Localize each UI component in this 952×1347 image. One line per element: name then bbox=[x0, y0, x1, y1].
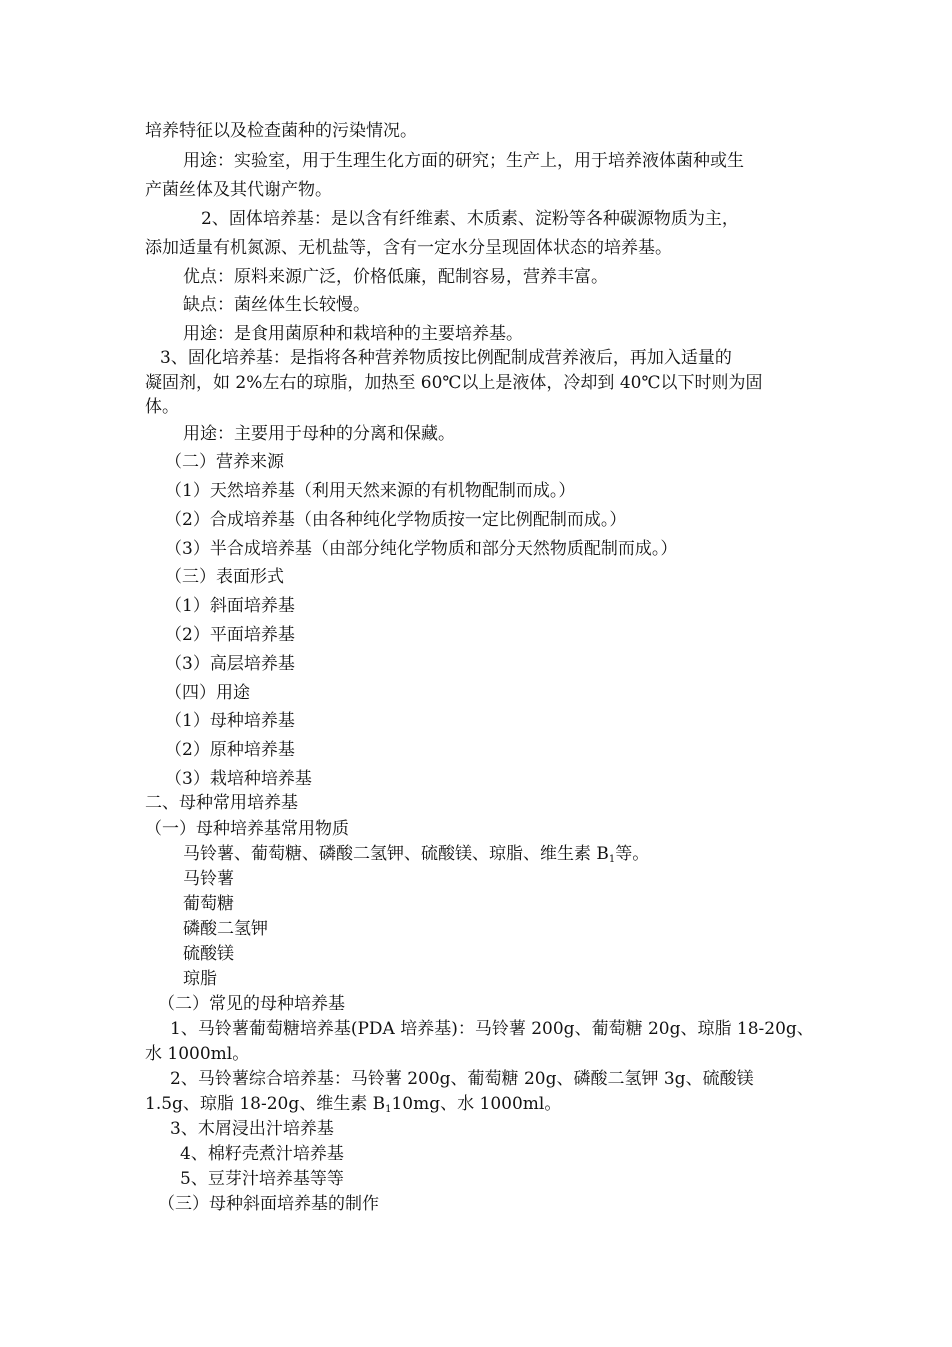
text-line: （3）半合成培养基（由部分纯化学物质和部分天然物质配制而成。） bbox=[165, 539, 678, 559]
section-heading: （三）母种斜面培养基的制作 bbox=[158, 1194, 379, 1214]
text-line: 琼脂 bbox=[183, 969, 217, 989]
text-line: （1）母种培养基 bbox=[165, 711, 295, 731]
section-heading: 二、母种常用培养基 bbox=[145, 793, 298, 813]
text-line: 缺点：菌丝体生长较慢。 bbox=[183, 295, 370, 315]
text-line: 水 1000ml。 bbox=[145, 1044, 250, 1064]
section-heading: （四）用途 bbox=[165, 683, 250, 703]
text-line: （1）斜面培养基 bbox=[165, 596, 295, 616]
text-line: （2）合成培养基（由各种纯化学物质按一定比例配制而成。） bbox=[165, 510, 627, 530]
text-line: 用途：实验室，用于生理生化方面的研究；生产上，用于培养液体菌种或生 bbox=[183, 151, 744, 171]
text-line: 优点：原料来源广泛，价格低廉，配制容易，营养丰富。 bbox=[183, 267, 608, 287]
subscript: 1 bbox=[608, 854, 616, 865]
text-line: 用途：主要用于母种的分离和保藏。 bbox=[183, 424, 455, 444]
text-line: （2）平面培养基 bbox=[165, 625, 295, 645]
text-line: 添加适量有机氮源、无机盐等，含有一定水分呈现固体状态的培养基。 bbox=[145, 238, 672, 258]
text-line: 3、木屑浸出汁培养基 bbox=[170, 1119, 334, 1139]
text-line: 磷酸二氢钾 bbox=[183, 919, 268, 939]
text-line: 马铃薯 bbox=[183, 869, 234, 889]
text-line-part: 等。 bbox=[615, 844, 650, 864]
text-line: （1）天然培养基（利用天然来源的有机物配制而成。） bbox=[165, 481, 576, 501]
subscript: 1 bbox=[385, 1104, 392, 1115]
text-line: 3、固化培养基：是指将各种营养物质按比例配制成营养液后，再加入适量的 bbox=[160, 348, 732, 368]
text-line: 2、固体培养基：是以含有纤维素、木质素、淀粉等各种碳源物质为主， bbox=[201, 209, 739, 229]
text-line-part: 1.5g、琼脂 18-20g、维生素 B bbox=[145, 1094, 386, 1114]
text-line: 硫酸镁 bbox=[183, 944, 234, 964]
text-line-part: 马铃薯、葡萄糖、磷酸二氢钾、硫酸镁、琼脂、维生素 B bbox=[183, 844, 609, 864]
text-line: 产菌丝体及其代谢产物。 bbox=[145, 180, 332, 200]
section-heading: （二）营养来源 bbox=[165, 452, 284, 472]
text-line: 2、马铃薯综合培养基：马铃薯 200g、葡萄糖 20g、磷酸二氢钾 3g、硫酸镁 bbox=[170, 1069, 754, 1089]
section-heading: （一）母种培养基常用物质 bbox=[145, 819, 349, 839]
text-line: 凝固剂，如 2%左右的琼脂，加热至 60℃以上是液体，冷却到 40℃以下时则为固 bbox=[145, 373, 763, 393]
text-line: 1、马铃薯葡萄糖培养基(PDA 培养基)：马铃薯 200g、葡萄糖 20g、琼脂 18-20g、 bbox=[170, 1019, 814, 1039]
text-line: 葡萄糖 bbox=[183, 894, 234, 914]
text-line-part: 10mg、水 1000ml。 bbox=[391, 1094, 562, 1114]
text-line: （2）原种培养基 bbox=[165, 740, 295, 760]
text-line: 体。 bbox=[145, 397, 179, 417]
text-line: 培养特征以及检查菌种的污染情况。 bbox=[145, 121, 417, 141]
section-heading: （二）常见的母种培养基 bbox=[158, 994, 345, 1014]
text-line bbox=[145, 1093, 561, 1121]
text-line: 用途：是食用菌原种和栽培种的主要培养基。 bbox=[183, 324, 523, 344]
text-line: 4、棉籽壳煮汁培养基 bbox=[180, 1144, 344, 1164]
text-line bbox=[183, 843, 649, 871]
text-line: （3）栽培种培养基 bbox=[165, 769, 312, 789]
text-line: （3）高层培养基 bbox=[165, 654, 295, 674]
text-line: 5、豆芽汁培养基等等 bbox=[180, 1169, 344, 1189]
section-heading: （三）表面形式 bbox=[165, 567, 284, 587]
